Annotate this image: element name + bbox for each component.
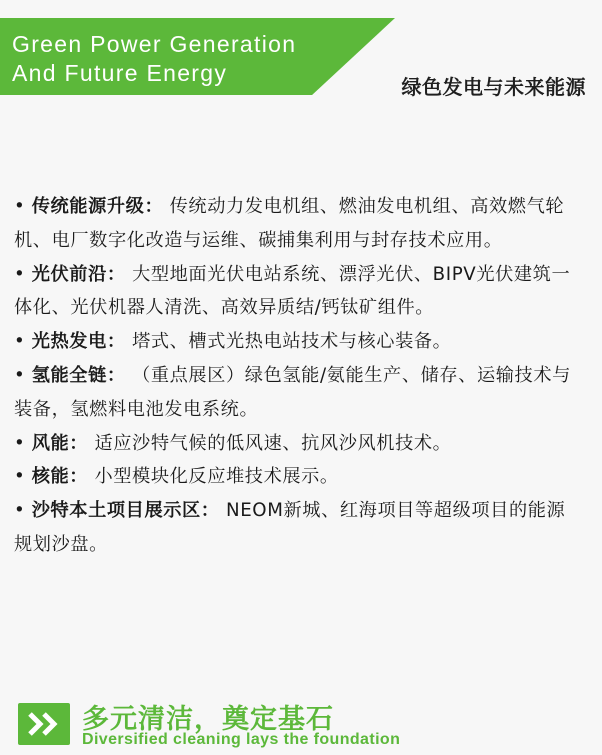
item-text: 传统动力发电机组、燃油发电机组、高效燃气轮机、电厂数字化改造与运维、碳捕集利用与封存技术应用。 (14, 196, 565, 251)
item-text: NEOM新城、红海项目等超级项目的能源规划沙盘。 (14, 500, 566, 555)
item-heading: 风能： (31, 432, 89, 454)
bullet-list (14, 190, 576, 562)
footer-title-zh: 多元清洁，奠定基石 (82, 704, 334, 735)
banner-title-line2: And Future Energy (12, 60, 228, 86)
footer-title-en: Diversified cleaning lays the foundation (82, 731, 401, 748)
item-heading: 传统能源升级： (31, 196, 164, 217)
list-item: • 传统能源升级： 传统动力发电机组、燃油发电机组、高效燃气轮机、电厂数字化改造与运维、碳捕集利用与封存技术应用。 (14, 196, 565, 251)
list-item: • 核能： 小型模块化反应堆技术展示。 (14, 466, 339, 488)
item-heading: 氢能全链： (31, 364, 126, 386)
item-text: （重点展区）绿色氢能/氨能生产、储存、运输技术与装备，氢燃料电池发电系统。 (14, 364, 571, 420)
list-item: • 沙特本土项目展示区： NEOM新城、红海项目等超级项目的能源规划沙盘。 (14, 500, 566, 555)
list-item: • 光热发电： 塔式、槽式光热电站技术与核心装备。 (14, 331, 452, 353)
list-item: • 风能： 适应沙特气候的低风速、抗风沙风机技术。 (14, 432, 452, 454)
item-heading: 光伏前沿： (31, 263, 126, 285)
section-title-zh: 绿色发电与未来能源 (401, 75, 586, 99)
item-text: 适应沙特气候的低风速、抗风沙风机技术。 (94, 432, 452, 454)
list-item: • 光伏前沿： 大型地面光伏电站系统、漂浮光伏、BIPV光伏建筑一体化、光伏机器人清洗、高效异质结/钙钛矿组件。 (14, 263, 571, 319)
double-chevron-right-icon (18, 703, 70, 745)
item-heading: 光热发电： (31, 331, 126, 353)
item-text: 大型地面光伏电站系统、漂浮光伏、BIPV光伏建筑一体化、光伏机器人清洗、高效异质结/钙钛矿组件。 (14, 263, 571, 319)
item-text: 塔式、槽式光热电站技术与核心装备。 (132, 331, 452, 353)
item-text: 小型模块化反应堆技术展示。 (94, 466, 339, 488)
list-item: • 氢能全链： （重点展区）绿色氢能/氨能生产、储存、运输技术与装备，氢燃料电池发电系统。 (14, 364, 571, 420)
banner-title-line1: Green Power Generation (12, 31, 297, 57)
item-heading: 核能： (31, 466, 89, 488)
item-heading: 沙特本土项目展示区： (31, 500, 220, 522)
